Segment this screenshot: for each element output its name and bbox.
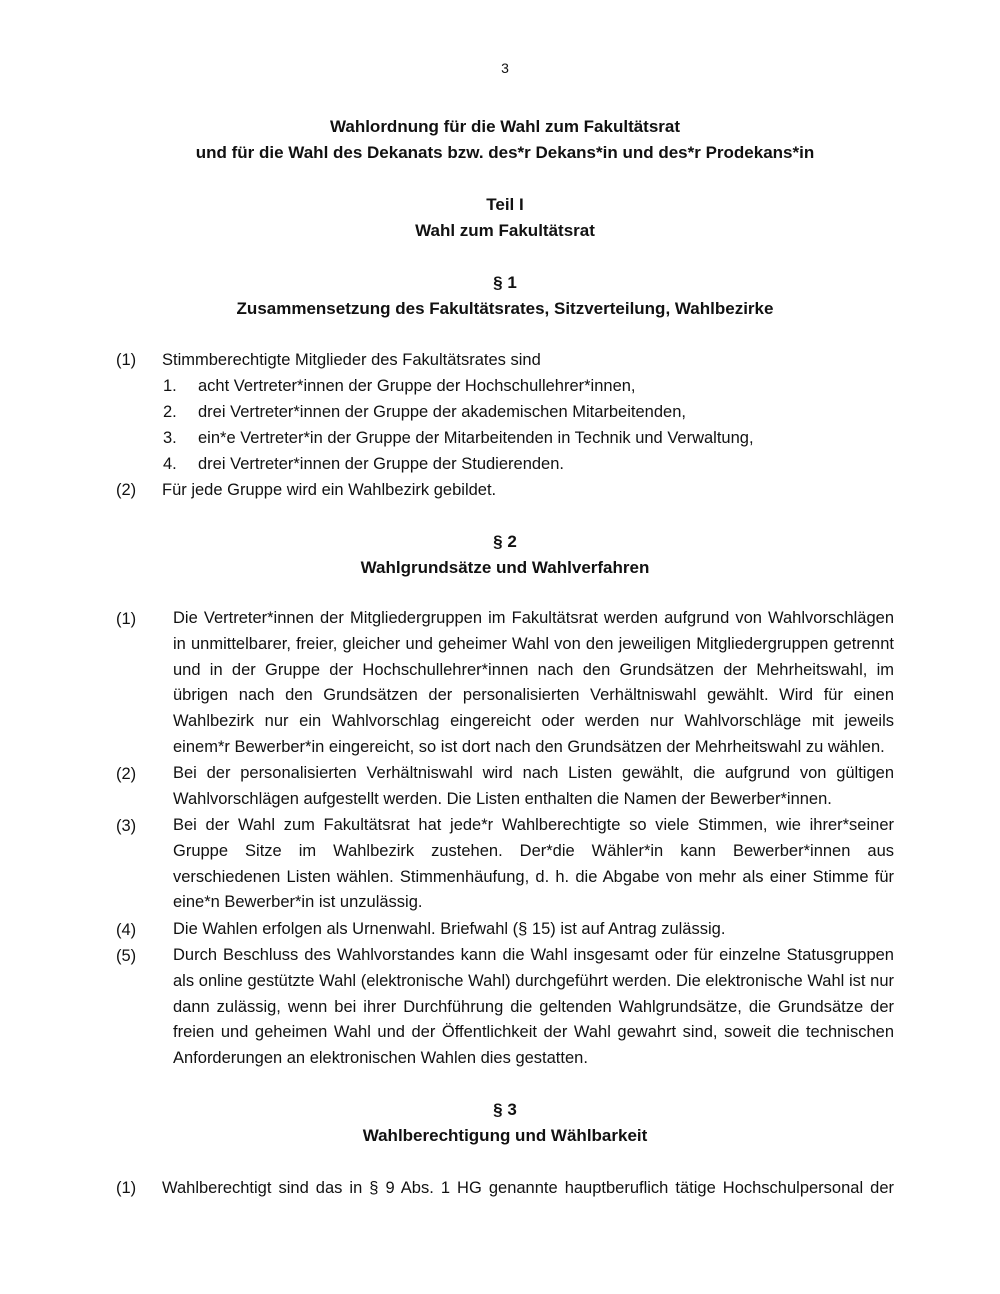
page-number: 3 [501,60,509,76]
s1-list-item-text: drei Vertreter*innen der Gruppe der Studierenden. [198,455,564,473]
s1-list-item-text: acht Vertreter*innen der Gruppe der Hochschullehrer*innen, [198,377,636,395]
s2-p2-number: (2) [116,765,137,783]
section-2-title: Wahlgrundsätze und Wahlverfahren [360,558,650,577]
part-title: Wahl zum Fakultätsrat [415,221,595,240]
s1-list-item-text: ein*e Vertreter*in der Gruppe der Mitarbeitenden in Technik und Verwaltung, [198,429,754,447]
s2-p1-text: Die Vertreter*innen der Mitgliedergruppen im Fakultätsrat werden aufgrund von Wahlvorschlägen in unmittelbarer, freier, gleicher und geheimer Wahl von den jeweiligen Mitgliedergruppen getrennt und in der Gruppe der Hochschullehrer*innen nach den Grundsätzen der Mehrheitswahl, im übrigen nach den Grundsätzen der personalisierten Verhältniswahl gewählt. Wird für einen Wahlbezirk nur ein Wahlvorschlag eingereicht oder werden nur Wahlvorschläge mit jeweils einem*r Bewerber*in eingereicht, so ist dort nach den Grundsätzen der Mehrheitswahl zu wählen. [173,609,894,756]
document-title-line-2: und für die Wahl des Dekanats bzw. des*r Dekans*in und des*r Prodekans*in [195,143,815,162]
s1-list-item-number: 3. [163,429,177,447]
s1-list-item-number: 1. [163,377,177,395]
s2-p2-text: Bei der personalisierten Verhältniswahl wird nach Listen gewählt, die aufgrund von gültigen Wahlvorschlägen aufgestellt werden. Die Listen enthalten die Namen der Bewerber*innen. [173,764,894,808]
s1-list-item-number: 4. [163,455,177,473]
s1-p1-number: (1) [116,351,137,369]
s2-p1-number: (1) [116,610,137,628]
s1-list-item-number: 2. [163,403,177,421]
s3-p1-text: Wahlberechtigt sind das in § 9 Abs. 1 HG genannte hauptberuflich tätige Hochschulpersonal der [162,1179,894,1197]
s2-p3-number: (3) [116,817,137,835]
s3-p1-number: (1) [116,1179,137,1197]
s2-p5-text: Durch Beschluss des Wahlvorstandes kann die Wahl insgesamt oder für einzelne Statusgruppen als online gestützte Wahl (elektronische Wahl) durchgeführt werden. Die elektronische Wahl ist nur dann zulässig, wenn bei ihrer Durchführung die geltenden Wahlgrundsätze, die Grundsätze der freien und geheimen Wahl und der Öffentlichkeit der Wahl gewahrt sind, soweit die technischen Anforderungen an elektronischen Wahlen dies gestatten. [173,946,894,1068]
s2-p3-text: Bei der Wahl zum Fakultätsrat hat jede*r Wahlberechtigte so viele Stimmen, wie ihrer*seiner Gruppe Sitze im Wahlbezirk zustehen. Der*die Wähler*in kann Bewerber*innen aus verschiedenen Listen wählen. Stimmenhäufung, d. h. die Abgabe von mehr als einer Stimme für eine*n Bewerber*in ist unzulässig. [173,816,894,912]
s1-p1-text: Stimmberechtigte Mitglieder des Fakultätsrates sind [162,351,541,369]
s1-list-item-text: drei Vertreter*innen der Gruppe der akademischen Mitarbeitenden, [198,403,686,421]
section-2-number: § 2 [493,532,517,551]
document-title-line-1: Wahlordnung für die Wahl zum Fakultätsrat [329,117,681,136]
s2-p4-text: Die Wahlen erfolgen als Urnenwahl. Briefwahl (§ 15) ist auf Antrag zulässig. [173,920,726,938]
s2-p4-number: (4) [116,921,137,939]
section-3-title: Wahlberechtigung und Wählbarkeit [362,1126,648,1145]
s2-p5-number: (5) [116,947,137,965]
section-3-number: § 3 [493,1100,517,1119]
section-1-title: Zusammensetzung des Fakultätsrates, Sitzverteilung, Wahlbezirke [236,299,774,318]
s1-p2-number: (2) [116,481,137,499]
part-label: Teil I [486,195,524,214]
s1-p2-text: Für jede Gruppe wird ein Wahlbezirk gebildet. [162,481,497,499]
section-1-number: § 1 [493,273,517,292]
